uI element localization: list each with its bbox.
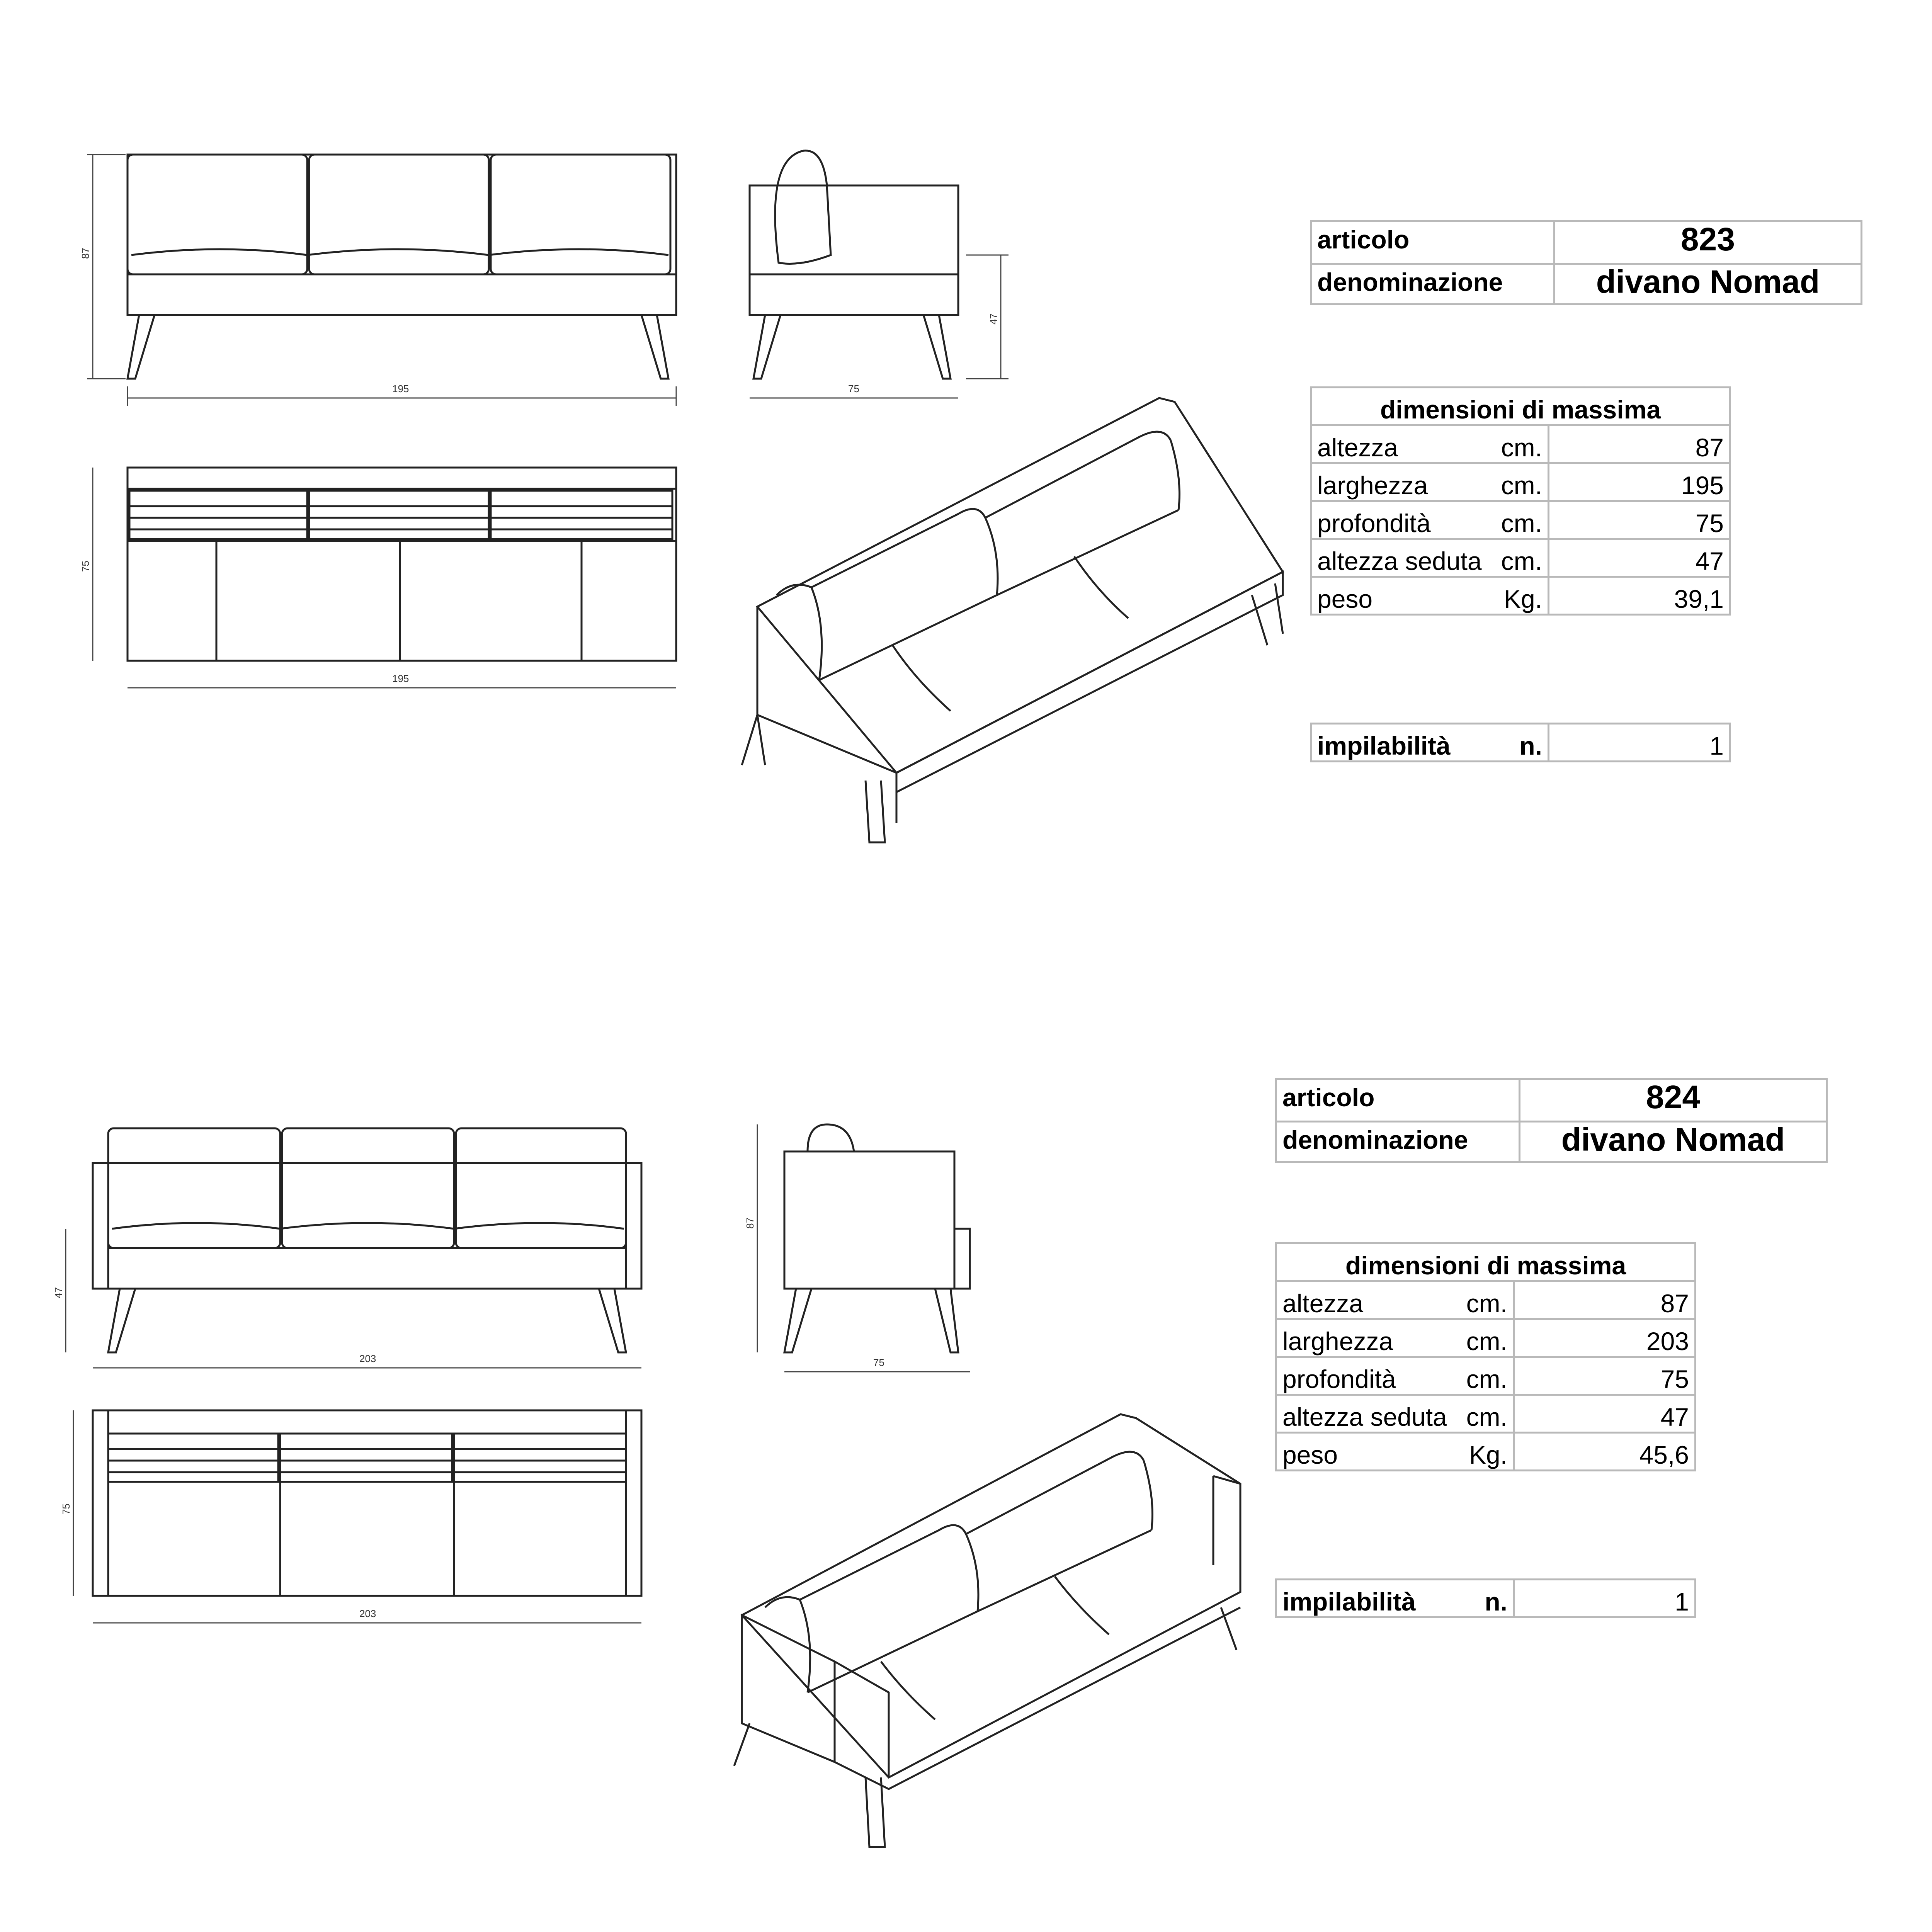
dim-front-seat-height-824: 47 (53, 1287, 64, 1298)
dim-front-width-823: 195 (392, 383, 409, 395)
dim-label: peso (1276, 1433, 1459, 1471)
top-view-824 (50, 1403, 688, 1642)
dim-unit: cm. (1459, 1395, 1514, 1433)
side-view-823 (742, 139, 1036, 410)
dim-value: 39,1 (1549, 577, 1730, 615)
dim-unit: cm. (1494, 539, 1549, 577)
dim-unit: cm. (1494, 425, 1549, 463)
dim-value: 75 (1549, 501, 1730, 539)
stack-table-824 (1275, 1578, 1696, 1618)
dim-label: altezza seduta (1311, 539, 1494, 577)
front-view-823 (77, 139, 696, 410)
dim-unit: cm. (1459, 1319, 1514, 1357)
dims-table-824 (1275, 1242, 1696, 1471)
dim-value: 203 (1514, 1319, 1696, 1357)
iso-view-824 (726, 1399, 1287, 1851)
dim-unit: cm. (1494, 501, 1549, 539)
dim-front-width-824: 203 (359, 1353, 376, 1364)
dim-value: 47 (1549, 539, 1730, 577)
dim-top-width-824: 203 (359, 1608, 376, 1619)
stack-label-823: impilabilità (1311, 724, 1503, 762)
name-label-824: denominazione (1282, 1126, 1468, 1154)
code-label-823: articolo (1317, 225, 1410, 254)
dim-unit: cm. (1494, 463, 1549, 501)
code-value-824: 824 (1646, 1079, 1701, 1115)
stack-label-824: impilabilità (1276, 1580, 1468, 1617)
name-label-823: denominazione (1317, 268, 1503, 296)
dim-side-seat-height-823: 47 (988, 313, 999, 325)
dim-value: 87 (1549, 425, 1730, 463)
spec-824 (1275, 1078, 1828, 1163)
dims-title-823: dimensioni di massima (1311, 388, 1730, 425)
dim-label: altezza (1311, 425, 1494, 463)
code-label-824: articolo (1282, 1083, 1375, 1112)
dim-unit: Kg. (1494, 577, 1549, 615)
stack-unit-824: n. (1468, 1580, 1514, 1617)
dim-top-width-823: 195 (392, 673, 409, 684)
dim-side-height-824: 87 (744, 1218, 756, 1229)
front-view-824 (50, 1113, 688, 1383)
dim-label: larghezza (1311, 463, 1494, 501)
dim-value: 75 (1514, 1357, 1696, 1395)
stack-value-823: 1 (1549, 724, 1730, 762)
dim-front-height-823: 87 (80, 248, 91, 259)
dim-value: 45,6 (1514, 1433, 1696, 1471)
dim-label: peso (1311, 577, 1494, 615)
dims-title-824: dimensioni di massima (1276, 1243, 1696, 1281)
dim-unit: Kg. (1459, 1433, 1514, 1471)
dim-label: larghezza (1276, 1319, 1459, 1357)
dim-label: altezza seduta (1276, 1395, 1459, 1433)
stack-table-823 (1310, 723, 1731, 762)
stack-value-824: 1 (1514, 1580, 1696, 1617)
top-view-823 (77, 456, 696, 707)
name-value-824: divano Nomad (1561, 1121, 1785, 1158)
dim-value: 195 (1549, 463, 1730, 501)
dim-top-depth-824: 75 (60, 1503, 72, 1515)
side-view-824 (734, 1113, 1028, 1383)
dims-table-823 (1310, 386, 1731, 616)
dim-unit: cm. (1459, 1281, 1514, 1319)
dim-value: 47 (1514, 1395, 1696, 1433)
dim-top-depth-823: 75 (80, 561, 91, 572)
dim-unit: cm. (1459, 1357, 1514, 1395)
stack-unit-823: n. (1503, 724, 1548, 762)
dim-label: profondità (1276, 1357, 1459, 1395)
dim-side-depth-824: 75 (873, 1357, 884, 1368)
iso-view-823 (734, 379, 1314, 842)
code-value-823: 823 (1680, 221, 1735, 257)
dim-value: 87 (1514, 1281, 1696, 1319)
name-value-823: divano Nomad (1596, 264, 1820, 300)
dim-side-depth-823: 75 (848, 383, 859, 395)
dim-label: profondità (1311, 501, 1494, 539)
spec-823 (1310, 220, 1862, 305)
dim-label: altezza (1276, 1281, 1459, 1319)
